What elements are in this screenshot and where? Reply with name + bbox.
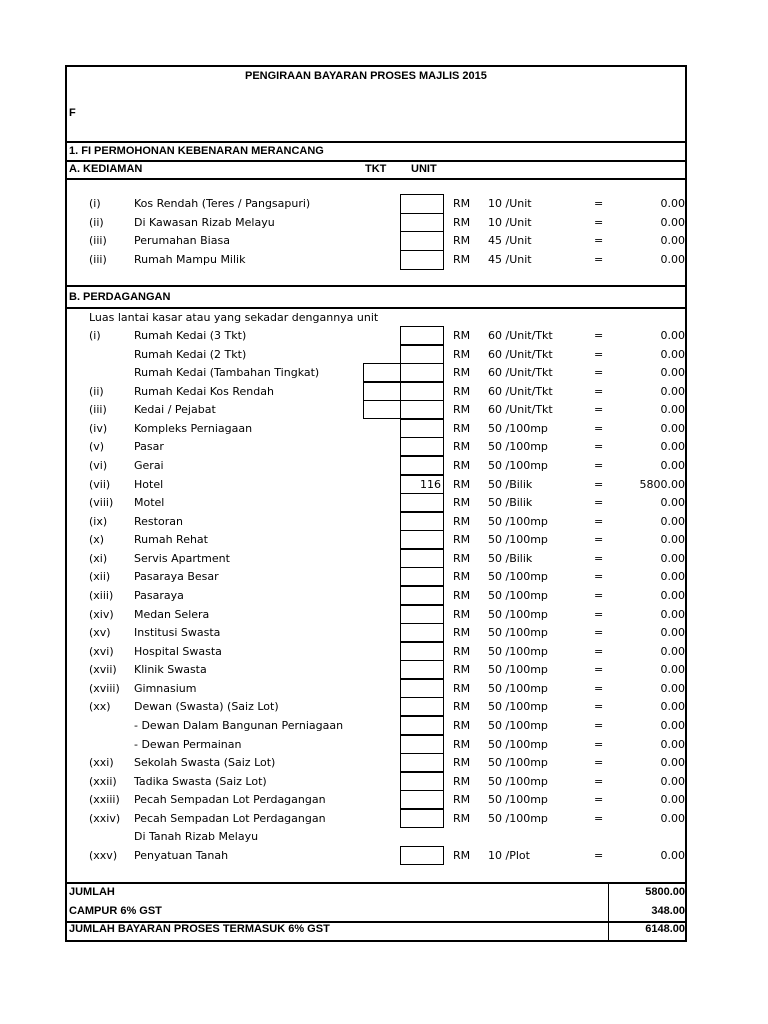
currency-label: RM: [453, 737, 471, 751]
item-description: Penyatuan Tanah: [134, 848, 229, 862]
currency-label: RM: [453, 197, 471, 210]
amount-value: 0.00: [660, 848, 685, 862]
item-description: Gimnasium: [134, 681, 197, 695]
total-value: 5800.00: [645, 886, 685, 898]
item-number: (i): [89, 329, 101, 342]
item-description: Pasaraya Besar: [134, 570, 219, 584]
currency-label: RM: [453, 440, 471, 454]
amount-value: 0.00: [660, 197, 685, 210]
currency-label: RM: [453, 700, 471, 714]
rate-text: 10 /Unit: [488, 215, 532, 229]
currency-label: RM: [453, 663, 471, 677]
section-b-note: Luas lantai kasar atau yang sekadar dengannya unit: [89, 311, 379, 324]
equals-sign: =: [594, 663, 604, 677]
amount-value: 0.00: [660, 234, 685, 248]
rate-text: 60 /Unit/Tkt: [488, 347, 553, 361]
unit-input-box[interactable]: [400, 419, 444, 438]
rate-text: 50 /100mp: [488, 700, 548, 714]
floor-input-box[interactable]: [363, 382, 401, 401]
amount-value: 0.00: [660, 811, 685, 825]
divider: [67, 178, 685, 180]
item-description: Tadika Swasta (Saiz Lot): [134, 774, 267, 788]
unit-input-box[interactable]: [400, 735, 444, 754]
rate-text: 50 /Bilik: [488, 551, 533, 565]
currency-label: RM: [453, 681, 471, 695]
equals-sign: =: [594, 811, 604, 825]
amount-value: 0.00: [660, 551, 685, 565]
amount-value: 0.00: [660, 458, 685, 472]
rate-text: 50 /100mp: [488, 607, 548, 621]
amount-value: 0.00: [660, 329, 685, 342]
unit-input-box[interactable]: [400, 493, 444, 512]
item-number: (xxv): [89, 848, 118, 862]
unit-input-box[interactable]: [400, 345, 444, 364]
item-description: Servis Apartment: [134, 551, 230, 565]
equals-sign: =: [594, 588, 604, 602]
item-number: (xxiii): [89, 793, 120, 807]
unit-input-box[interactable]: [400, 326, 444, 345]
unit-input-box[interactable]: [400, 660, 444, 679]
currency-label: RM: [453, 403, 471, 417]
item-description: Perumahan Biasa: [134, 234, 230, 248]
floor-input-box[interactable]: [363, 400, 401, 419]
sheet-title: PENGIRAAN BAYARAN PROSES MAJLIS 2015: [245, 70, 487, 82]
item-description: Pecah Sempadan Lot Perdagangan: [134, 793, 326, 807]
unit-input-box[interactable]: [400, 382, 444, 401]
section-1-heading: 1. FI PERMOHONAN KEBENARAN MERANCANG: [69, 145, 324, 157]
total-label: JUMLAH: [69, 886, 115, 898]
item-description: Rumah Kedai (Tambahan Tingkat): [134, 366, 320, 380]
item-description: Hotel: [134, 477, 164, 491]
unit-input-box[interactable]: [400, 697, 444, 716]
equals-sign: =: [594, 533, 604, 547]
unit-input-box[interactable]: [400, 437, 444, 456]
equals-sign: =: [594, 440, 604, 454]
equals-sign: =: [594, 793, 604, 807]
item-number: (xv): [89, 626, 111, 640]
unit-input-box[interactable]: [400, 846, 444, 865]
currency-label: RM: [453, 570, 471, 584]
amount-value: 0.00: [660, 700, 685, 714]
divider: [67, 160, 685, 162]
item-number: (iii): [89, 234, 107, 248]
amount-value: 0.00: [660, 718, 685, 732]
amount-value: 0.00: [660, 440, 685, 454]
item-number: (xxiv): [89, 811, 121, 825]
divider: [67, 307, 685, 309]
currency-label: RM: [453, 774, 471, 788]
item-description: - Dewan Dalam Bangunan Perniagaan: [134, 718, 344, 732]
item-description: Dewan (Swasta) (Saiz Lot): [134, 700, 279, 714]
rate-text: 60 /Unit/Tkt: [488, 403, 553, 417]
item-number: (i): [89, 197, 101, 210]
rate-text: 50 /100mp: [488, 588, 548, 602]
equals-sign: =: [594, 718, 604, 732]
unit-input-box[interactable]: [400, 716, 444, 735]
equals-sign: =: [594, 737, 604, 751]
unit-input-box[interactable]: [400, 549, 444, 568]
equals-sign: =: [594, 366, 604, 380]
amount-value: 0.00: [660, 421, 685, 435]
item-description: Rumah Kedai (2 Tkt): [134, 347, 247, 361]
quantity-value: 116: [420, 477, 441, 491]
item-number: (xxii): [89, 774, 117, 788]
item-number: (iv): [89, 421, 108, 435]
rate-text: 50 /100mp: [488, 626, 548, 640]
rate-text: 50 /100mp: [488, 458, 548, 472]
floor-input-box[interactable]: [363, 363, 401, 382]
equals-sign: =: [594, 215, 604, 229]
item-description: Kos Rendah (Teres / Pangsapuri): [134, 197, 311, 210]
currency-label: RM: [453, 793, 471, 807]
unit-input-box[interactable]: [400, 642, 444, 661]
item-description: Pasaraya: [134, 588, 184, 602]
rate-text: 50 /Bilik: [488, 477, 533, 491]
unit-input-box[interactable]: [400, 623, 444, 642]
currency-label: RM: [453, 347, 471, 361]
rate-text: 10 /Plot: [488, 848, 530, 862]
tkt-header: TKT: [365, 163, 387, 175]
rate-text: 50 /100mp: [488, 570, 548, 584]
currency-label: RM: [453, 848, 471, 862]
unit-input-box[interactable]: [400, 586, 444, 605]
unit-input-box[interactable]: [400, 679, 444, 698]
equals-sign: =: [594, 570, 604, 584]
rate-text: 50 /100mp: [488, 718, 548, 732]
item-number: (xi): [89, 551, 108, 565]
item-number: (xii): [89, 570, 111, 584]
item-number: (vii): [89, 477, 111, 491]
currency-label: RM: [453, 384, 471, 398]
item-description: Kompleks Perniagaan: [134, 421, 253, 435]
rate-text: 50 /100mp: [488, 514, 548, 528]
currency-label: RM: [453, 533, 471, 547]
rate-text: 45 /Unit: [488, 234, 532, 248]
item-number: (vi): [89, 458, 108, 472]
equals-sign: =: [594, 421, 604, 435]
rate-text: 50 /100mp: [488, 440, 548, 454]
item-number: (v): [89, 440, 105, 454]
item-description: Rumah Rehat: [134, 533, 208, 547]
amount-value: 5800.00: [639, 477, 685, 491]
rate-text: 50 /100mp: [488, 756, 548, 770]
total-label: CAMPUR 6% GST: [69, 905, 162, 917]
amount-value: 0.00: [660, 793, 685, 807]
currency-label: RM: [453, 421, 471, 435]
rate-text: 45 /Unit: [488, 253, 532, 267]
equals-sign: =: [594, 329, 604, 342]
rate-text: 10 /Unit: [488, 197, 532, 210]
equals-sign: =: [594, 644, 604, 658]
currency-label: RM: [453, 607, 471, 621]
equals-sign: =: [594, 253, 604, 267]
currency-label: RM: [453, 215, 471, 229]
equals-sign: =: [594, 756, 604, 770]
amount-value: 0.00: [660, 644, 685, 658]
unit-input-box[interactable]: [400, 456, 444, 475]
unit-input-box[interactable]: [400, 567, 444, 586]
rate-text: 60 /Unit/Tkt: [488, 329, 553, 342]
equals-sign: =: [594, 197, 604, 210]
item-number: (xiii): [89, 588, 114, 602]
unit-input-box[interactable]: [400, 512, 444, 531]
item-description: Di Kawasan Rizab Melayu: [134, 215, 275, 229]
unit-input-box[interactable]: [400, 194, 444, 214]
item-description: Hospital Swasta: [134, 644, 222, 658]
currency-label: RM: [453, 811, 471, 825]
rate-text: 60 /Unit/Tkt: [488, 384, 553, 398]
currency-label: RM: [453, 718, 471, 732]
item-description: Di Tanah Rizab Melayu: [134, 830, 259, 844]
equals-sign: =: [594, 848, 604, 862]
currency-label: RM: [453, 458, 471, 472]
rate-text: 50 /100mp: [488, 737, 548, 751]
rate-text: 50 /100mp: [488, 681, 548, 695]
amount-value: 0.00: [660, 366, 685, 380]
amount-value: 0.00: [660, 253, 685, 267]
item-number: (ii): [89, 215, 104, 229]
unit-input-box[interactable]: [400, 772, 444, 791]
unit-input-box[interactable]: [400, 530, 444, 549]
amount-value: 0.00: [660, 347, 685, 361]
item-number: (xvi): [89, 644, 114, 658]
equals-sign: =: [594, 477, 604, 491]
amount-value: 0.00: [660, 215, 685, 229]
item-number: (iii): [89, 253, 107, 267]
currency-label: RM: [453, 329, 471, 342]
equals-sign: =: [594, 514, 604, 528]
divider: [67, 141, 685, 143]
rate-text: 50 /100mp: [488, 793, 548, 807]
unit-input-box[interactable]: [400, 400, 444, 419]
currency-label: RM: [453, 626, 471, 640]
amount-value: 0.00: [660, 737, 685, 751]
amount-value: 0.00: [660, 607, 685, 621]
item-number: (ii): [89, 384, 104, 398]
item-description: Pecah Sempadan Lot Perdagangan: [134, 811, 326, 825]
amount-value: 0.00: [660, 663, 685, 677]
totals-top-border: [67, 882, 685, 884]
currency-label: RM: [453, 756, 471, 770]
equals-sign: =: [594, 626, 604, 640]
amount-value: 0.00: [660, 570, 685, 584]
item-number: (xvii): [89, 663, 117, 677]
item-description: Rumah Kedai (3 Tkt): [134, 329, 247, 342]
item-description: Rumah Kedai Kos Rendah: [134, 384, 274, 398]
section-a-heading: A. KEDIAMAN: [69, 163, 143, 175]
currency-label: RM: [453, 514, 471, 528]
rate-text: 50 /Bilik: [488, 496, 533, 510]
currency-label: RM: [453, 234, 471, 248]
total-value: 6148.00: [645, 923, 685, 935]
item-description: Pasar: [134, 440, 164, 454]
equals-sign: =: [594, 681, 604, 695]
currency-label: RM: [453, 477, 471, 491]
unit-input-box[interactable]: [400, 363, 444, 382]
equals-sign: =: [594, 458, 604, 472]
fee-sheet: [65, 65, 687, 942]
equals-sign: =: [594, 403, 604, 417]
rate-text: 50 /100mp: [488, 533, 548, 547]
rate-text: 50 /100mp: [488, 663, 548, 677]
f-label: F: [69, 107, 76, 119]
unit-input-box[interactable]: [400, 213, 444, 233]
item-description: Sekolah Swasta (Saiz Lot): [134, 756, 276, 770]
item-description: Kedai / Pejabat: [134, 403, 216, 417]
equals-sign: =: [594, 234, 604, 248]
amount-value: 0.00: [660, 384, 685, 398]
currency-label: RM: [453, 588, 471, 602]
currency-label: RM: [453, 496, 471, 510]
unit-input-box[interactable]: [400, 250, 444, 270]
rate-text: 50 /100mp: [488, 421, 548, 435]
unit-input-box[interactable]: [400, 605, 444, 624]
item-description: Rumah Mampu Milik: [134, 253, 246, 267]
amount-value: 0.00: [660, 774, 685, 788]
currency-label: RM: [453, 644, 471, 658]
item-description: Restoran: [134, 514, 183, 528]
item-number: (x): [89, 533, 105, 547]
amount-value: 0.00: [660, 403, 685, 417]
equals-sign: =: [594, 384, 604, 398]
item-description: - Dewan Permainan: [134, 737, 242, 751]
item-description: Institusi Swasta: [134, 626, 221, 640]
amount-value: 0.00: [660, 626, 685, 640]
item-description: Medan Selera: [134, 607, 210, 621]
equals-sign: =: [594, 700, 604, 714]
total-value: 348.00: [651, 905, 685, 917]
item-number: (iii): [89, 403, 107, 417]
rate-text: 50 /100mp: [488, 774, 548, 788]
equals-sign: =: [594, 347, 604, 361]
item-description: Gerai: [134, 458, 164, 472]
currency-label: RM: [453, 551, 471, 565]
item-number: (xiv): [89, 607, 114, 621]
rate-text: 60 /Unit/Tkt: [488, 366, 553, 380]
amount-value: 0.00: [660, 496, 685, 510]
amount-value: 0.00: [660, 533, 685, 547]
unit-input-box[interactable]: [400, 809, 444, 828]
unit-input-box[interactable]: [400, 790, 444, 809]
rate-text: 50 /100mp: [488, 811, 548, 825]
item-number: (xviii): [89, 681, 120, 695]
equals-sign: =: [594, 774, 604, 788]
item-number: (ix): [89, 514, 108, 528]
item-description: Motel: [134, 496, 165, 510]
section-b-heading: B. PERDAGANGAN: [69, 291, 171, 303]
rate-text: 50 /100mp: [488, 644, 548, 658]
amount-value: 0.00: [660, 756, 685, 770]
equals-sign: =: [594, 496, 604, 510]
currency-label: RM: [453, 253, 471, 267]
item-number: (viii): [89, 496, 114, 510]
item-description: Klinik Swasta: [134, 663, 207, 677]
currency-label: RM: [453, 366, 471, 380]
unit-input-box[interactable]: [400, 231, 444, 251]
total-label: JUMLAH BAYARAN PROSES TERMASUK 6% GST: [69, 923, 330, 935]
unit-input-box[interactable]: [400, 753, 444, 772]
divider: [67, 285, 685, 287]
equals-sign: =: [594, 551, 604, 565]
unit-header: UNIT: [411, 163, 437, 175]
amount-value: 0.00: [660, 681, 685, 695]
item-number: (xx): [89, 700, 111, 714]
equals-sign: =: [594, 607, 604, 621]
amount-value: 0.00: [660, 514, 685, 528]
item-number: (xxi): [89, 756, 114, 770]
amount-value: 0.00: [660, 588, 685, 602]
